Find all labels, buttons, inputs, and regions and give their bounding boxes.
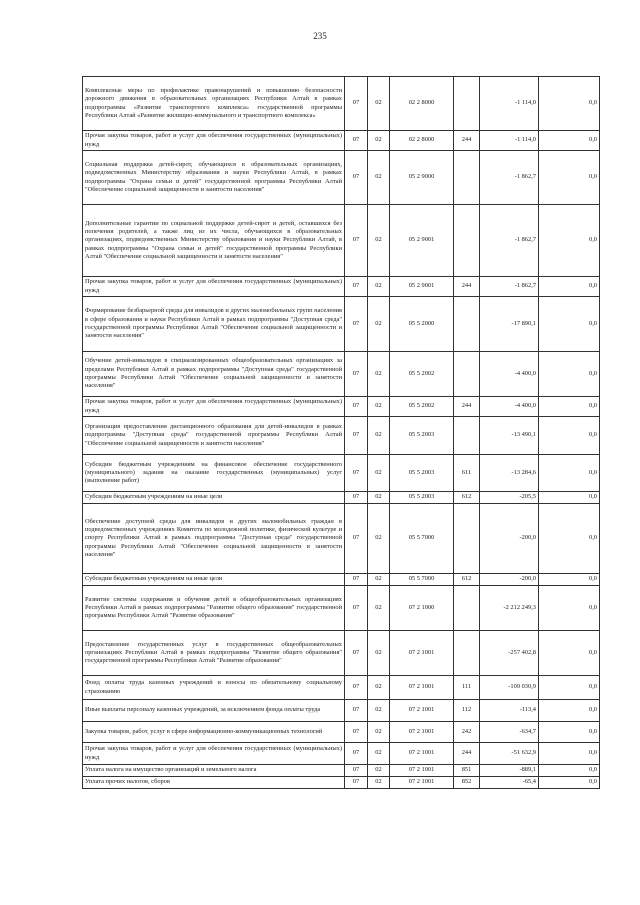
amount-change: -634,7 [480, 722, 539, 743]
row-description: Социальная поддержка детей-сирот, обучающихся в образовательных организациях, подведомственных Министерству образования и науки Республики Алтай, в рамках подпрограммы "Охрана семьи и детей" государственной программы Республики Алтай "Обеспечение социальной защищенности и занятости населения" [83, 151, 345, 205]
table-row [83, 765, 600, 777]
amount-change: -1 862,7 [480, 151, 539, 205]
amount-second: 0,0 [539, 743, 600, 765]
amount-second: 0,0 [539, 722, 600, 743]
section-code: 07 [345, 151, 368, 205]
expense-type-code [454, 352, 480, 397]
amount-change: -65,4 [480, 777, 539, 789]
target-article-code: 05 2 9001 [390, 205, 454, 277]
section-code: 07 [345, 631, 368, 676]
section-code: 07 [345, 722, 368, 743]
row-description: Прочая закупка товаров, работ и услуг для обеспечения государственных (муниципальных) нужд [83, 131, 345, 151]
amount-change: -257 402,8 [480, 631, 539, 676]
expense-type-code: 244 [454, 131, 480, 151]
row-description: Формирование безбарьерной среды для инвалидов и других маломобильных групп населения в сфере образования и науки Республики Алтай в рамках подпрограммы "Доступная среда" государственной программы Республики Алтай "Обеспечение социальной защищенности и занятости населения" [83, 297, 345, 352]
amount-second: 0,0 [539, 131, 600, 151]
expense-type-code: 112 [454, 700, 480, 722]
amount-second: 0,0 [539, 777, 600, 789]
section-code: 07 [345, 586, 368, 631]
table-row [83, 777, 600, 789]
expense-type-code: 851 [454, 765, 480, 777]
subsection-code: 02 [368, 722, 390, 743]
subsection-code: 02 [368, 297, 390, 352]
table-row [83, 151, 600, 205]
amount-second: 0,0 [539, 765, 600, 777]
amount-change: -113,4 [480, 700, 539, 722]
subsection-code: 02 [368, 504, 390, 574]
amount-second: 0,0 [539, 676, 600, 700]
page-number: 235 [313, 31, 327, 41]
amount-change: -205,5 [480, 492, 539, 504]
row-description: Субсидии бюджетным учреждениям на финансовое обеспечение государственного (муниципального) задания на оказание государственных (муниципальных) услуг (выполнение работ) [83, 455, 345, 492]
expense-type-code: 852 [454, 777, 480, 789]
section-code: 07 [345, 765, 368, 777]
row-description: Прочая закупка товаров, работ и услуг для обеспечения государственных (муниципальных) нужд [83, 277, 345, 297]
section-code: 07 [345, 297, 368, 352]
target-article-code: 07 2 1000 [390, 586, 454, 631]
section-code: 07 [345, 277, 368, 297]
subsection-code: 02 [368, 777, 390, 789]
amount-change: -1 862,7 [480, 205, 539, 277]
amount-change: -200,0 [480, 504, 539, 574]
section-code: 07 [345, 676, 368, 700]
section-code: 07 [345, 417, 368, 455]
section-code: 07 [345, 492, 368, 504]
amount-second: 0,0 [539, 77, 600, 131]
expense-type-code: 244 [454, 277, 480, 297]
expense-type-code [454, 586, 480, 631]
section-code: 07 [345, 574, 368, 586]
expense-type-code: 611 [454, 455, 480, 492]
row-description: Субсидии бюджетным учреждениям на иные цели [83, 574, 345, 586]
table-row [83, 352, 600, 397]
amount-second: 0,0 [539, 631, 600, 676]
row-description: Обеспечение доступной среды для инвалидов и других маломобильных граждан в подведомственных учреждениях Комитета по молодежной политике, физической культуре и спорту Республики Алтай в рамках подпрограммы "Доступная среда" государственной программы Республики Алтай "Обеспечение социальной защищенности и занятости населения" [83, 504, 345, 574]
row-description: Закупка товаров, работ, услуг в сфере информационно-коммуникационных технологий [83, 722, 345, 743]
amount-change: -1 114,0 [480, 77, 539, 131]
expense-type-code: 612 [454, 492, 480, 504]
amount-second: 0,0 [539, 574, 600, 586]
table-body [83, 77, 600, 789]
expense-type-code [454, 504, 480, 574]
table-row [83, 504, 600, 574]
amount-second: 0,0 [539, 277, 600, 297]
expense-type-code [454, 297, 480, 352]
expense-type-code [454, 77, 480, 131]
row-description: Обучение детей-инвалидов в специализированных общеобразовательных организациях за пределами Республики Алтай в рамках подпрограммы "Доступная среда" государственной программы Республики Алтай "Обеспечение социальной защищенности и занятости населения" [83, 352, 345, 397]
amount-second: 0,0 [539, 492, 600, 504]
table-row [83, 743, 600, 765]
amount-change: -109 030,9 [480, 676, 539, 700]
table-row [83, 455, 600, 492]
row-description: Уплата прочих налогов, сборов [83, 777, 345, 789]
amount-second: 0,0 [539, 700, 600, 722]
amount-second: 0,0 [539, 417, 600, 455]
amount-second: 0,0 [539, 586, 600, 631]
target-article-code: 05 2 9000 [390, 151, 454, 205]
amount-change: -889,1 [480, 765, 539, 777]
expense-type-code: 612 [454, 574, 480, 586]
subsection-code: 02 [368, 417, 390, 455]
amount-change: -1 114,0 [480, 131, 539, 151]
expense-type-code [454, 417, 480, 455]
row-description: Прочая закупка товаров, работ и услуг для обеспечения государственных (муниципальных) нужд [83, 743, 345, 765]
expense-type-code [454, 631, 480, 676]
row-description: Дополнительные гарантии по социальной поддержке детей-сирот и детей, оставшихся без попечения родителей, а также лиц из их числа, обучающихся в образовательных организациях, подведомственных Министерству образования и науки Республики Алтай, в рамках подпрограммы "Охрана семьи и детей" государственной программы Республики Алтай "Обеспечение социальной защищенности и занятости населения" [83, 205, 345, 277]
amount-second: 0,0 [539, 297, 600, 352]
target-article-code: 07 2 1001 [390, 676, 454, 700]
row-description: Комплексные меры по профилактике правонарушений и повышению безопасности дорожного движения в образовательных организациях Республики Алтай в рамках подпрограммы «Развитие транспортного комплекса» государственной программы Республики Алтай «Развитие жилищно-коммунального и транспортного комплекса» [83, 77, 345, 131]
section-code: 07 [345, 205, 368, 277]
table-row [83, 297, 600, 352]
target-article-code: 07 2 1001 [390, 743, 454, 765]
amount-change: -17 890,1 [480, 297, 539, 352]
row-description: Предоставление государственных услуг в государственных общеобразовательных организациях Республики Алтай в рамках подпрограммы "Развитие общего образования" государственной программы Республики Алтай "Развитие образования" [83, 631, 345, 676]
amount-change: -4 400,0 [480, 352, 539, 397]
table-row [83, 631, 600, 676]
subsection-code: 02 [368, 676, 390, 700]
row-description: Субсидии бюджетным учреждениям на иные цели [83, 492, 345, 504]
subsection-code: 02 [368, 574, 390, 586]
amount-change: -200,0 [480, 574, 539, 586]
subsection-code: 02 [368, 631, 390, 676]
budget-table [82, 76, 600, 789]
expense-type-code: 244 [454, 743, 480, 765]
target-article-code: 02 2 8000 [390, 77, 454, 131]
target-article-code: 05 5 7000 [390, 504, 454, 574]
row-description: Прочая закупка товаров, работ и услуг для обеспечения государственных (муниципальных) нужд [83, 397, 345, 417]
target-article-code: 07 2 1001 [390, 700, 454, 722]
table-row [83, 131, 600, 151]
row-description: Развитие системы содержания и обучения детей в общеобразовательных организациях Республики Алтай в рамках подпрограммы "Развитие общего образования" государственной программы Республики Алтай "Развитие образования" [83, 586, 345, 631]
row-description: Фонд оплаты труда казенных учреждений и взносы по обязательному социальному страхованию [83, 676, 345, 700]
amount-change: -4 400,0 [480, 397, 539, 417]
table-row [83, 205, 600, 277]
target-article-code: 05 5 2003 [390, 417, 454, 455]
target-article-code: 05 5 2003 [390, 492, 454, 504]
amount-second: 0,0 [539, 352, 600, 397]
expense-type-code: 242 [454, 722, 480, 743]
subsection-code: 02 [368, 765, 390, 777]
section-code: 07 [345, 77, 368, 131]
target-article-code: 07 2 1001 [390, 722, 454, 743]
subsection-code: 02 [368, 492, 390, 504]
amount-change: -1 862,7 [480, 277, 539, 297]
amount-second: 0,0 [539, 205, 600, 277]
subsection-code: 02 [368, 743, 390, 765]
table-row [83, 492, 600, 504]
amount-second: 0,0 [539, 397, 600, 417]
amount-second: 0,0 [539, 504, 600, 574]
section-code: 07 [345, 504, 368, 574]
section-code: 07 [345, 700, 368, 722]
table-row [83, 417, 600, 455]
table-row [83, 277, 600, 297]
expense-type-code [454, 151, 480, 205]
table-row [83, 676, 600, 700]
subsection-code: 02 [368, 151, 390, 205]
subsection-code: 02 [368, 77, 390, 131]
target-article-code: 05 5 2002 [390, 352, 454, 397]
section-code: 07 [345, 743, 368, 765]
amount-change: -13 284,6 [480, 455, 539, 492]
amount-change: -51 632,9 [480, 743, 539, 765]
section-code: 07 [345, 131, 368, 151]
target-article-code: 05 5 2003 [390, 455, 454, 492]
target-article-code: 05 5 2002 [390, 397, 454, 417]
subsection-code: 02 [368, 205, 390, 277]
row-description: Организация предоставления дистанционного образования для детей-инвалидов в рамках подпрограммы "Доступная среда" государственной программы Республики Алтай "Обеспечение социальной защищенности и занятости населения" [83, 417, 345, 455]
table-row [83, 77, 600, 131]
subsection-code: 02 [368, 700, 390, 722]
table-row [83, 700, 600, 722]
table-row [83, 586, 600, 631]
target-article-code: 05 5 2000 [390, 297, 454, 352]
expense-type-code [454, 205, 480, 277]
amount-change: -13 490,1 [480, 417, 539, 455]
subsection-code: 02 [368, 277, 390, 297]
table-row [83, 397, 600, 417]
table-row [83, 574, 600, 586]
subsection-code: 02 [368, 131, 390, 151]
section-code: 07 [345, 777, 368, 789]
expense-type-code: 244 [454, 397, 480, 417]
target-article-code: 07 2 1001 [390, 777, 454, 789]
expense-type-code: 111 [454, 676, 480, 700]
target-article-code: 02 2 8000 [390, 131, 454, 151]
section-code: 07 [345, 397, 368, 417]
target-article-code: 05 5 7000 [390, 574, 454, 586]
row-description: Иные выплаты персоналу казенных учреждений, за исключением фонда оплаты труда [83, 700, 345, 722]
subsection-code: 02 [368, 352, 390, 397]
subsection-code: 02 [368, 455, 390, 492]
row-description: Уплата налога на имущество организаций и земельного налога [83, 765, 345, 777]
subsection-code: 02 [368, 586, 390, 631]
amount-change: -2 212 249,3 [480, 586, 539, 631]
target-article-code: 07 2 1001 [390, 765, 454, 777]
target-article-code: 05 2 9001 [390, 277, 454, 297]
section-code: 07 [345, 455, 368, 492]
table-row [83, 722, 600, 743]
amount-second: 0,0 [539, 455, 600, 492]
section-code: 07 [345, 352, 368, 397]
amount-second: 0,0 [539, 151, 600, 205]
subsection-code: 02 [368, 397, 390, 417]
target-article-code: 07 2 1001 [390, 631, 454, 676]
